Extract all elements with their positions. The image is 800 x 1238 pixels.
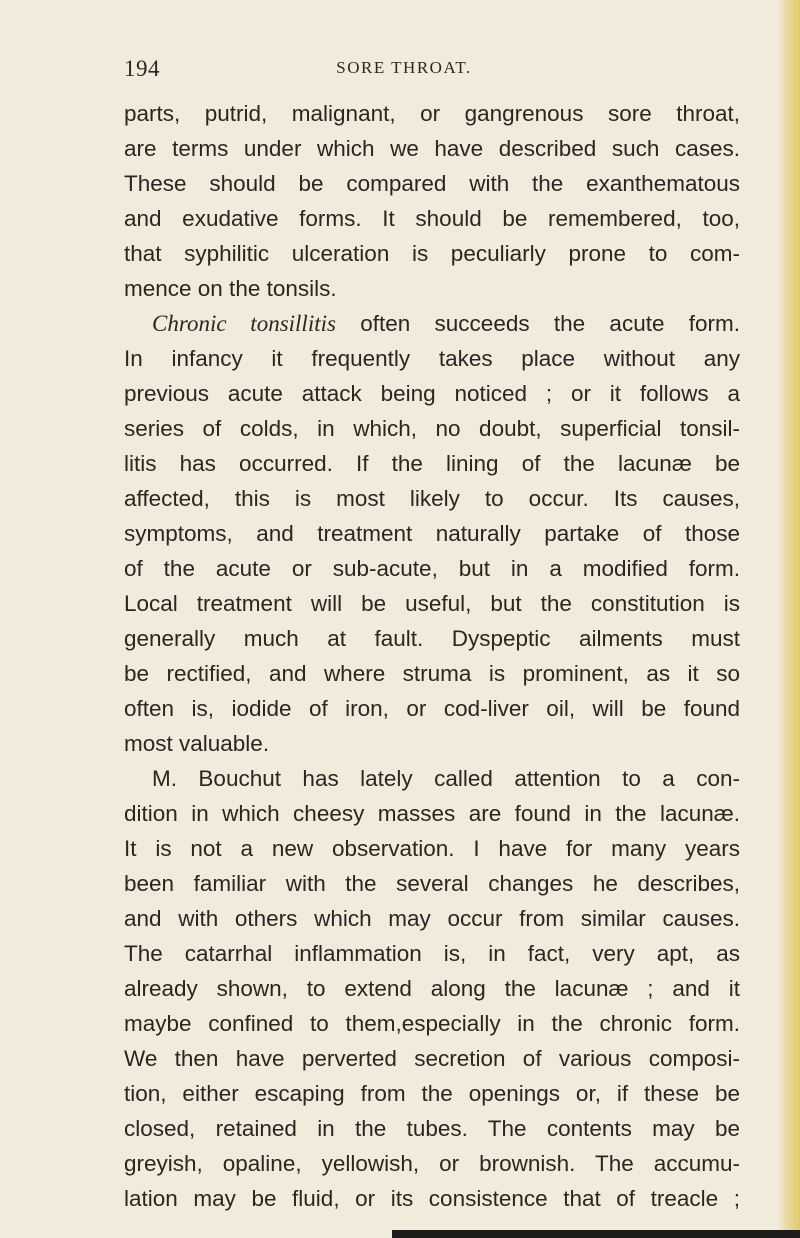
running-head: SORE THROAT. [336, 58, 472, 77]
text-line: We then have perverted secretion of various composi- [124, 1046, 740, 1071]
text-line-lead [124, 306, 740, 341]
text-line: symptoms, and treatment naturally partake of those [124, 521, 740, 546]
text-line: greyish, opaline, yellowish, or brownish. The accumu- [124, 1151, 740, 1176]
text-line: previous acute attack being noticed ; or it follows a [124, 381, 740, 406]
text-line: maybe confined to them,especially in the chronic form. [124, 1011, 740, 1036]
text-line: M. Bouchut has lately called attention to a con- [152, 766, 740, 791]
page-number: 194 [124, 56, 160, 81]
paragraph-1 [124, 96, 740, 306]
text-line: tion, either escaping from the openings or, if these be [124, 1081, 740, 1106]
text-line: generally much at fault. Dyspeptic ailments must [124, 626, 740, 651]
text-line: series of colds, in which, no doubt, superficial tonsil- [124, 416, 740, 441]
page-header [124, 56, 684, 86]
italic-term: Chronic tonsillitis [152, 311, 336, 336]
text-line: mence on the tonsils. [124, 276, 337, 301]
body-text [124, 96, 740, 1216]
text-line: These should be compared with the exanthematous [124, 171, 740, 196]
text-line: and with others which may occur from similar causes. [124, 906, 740, 931]
lead-rest: often succeeds the acute form. [335, 311, 740, 336]
text-line: that syphilitic ulceration is peculiarly prone to com- [124, 241, 740, 266]
page-edge-shading [778, 0, 800, 1238]
text-line: affected, this is most likely to occur. Its causes, [124, 486, 740, 511]
text-line: In infancy it frequently takes place without any [124, 346, 740, 371]
text-line: of the acute or sub-acute, but in a modified form. [124, 556, 740, 581]
text-line: most valuable. [124, 731, 270, 756]
paragraph-2 [124, 306, 740, 761]
text-line: often is, iodide of iron, or cod-liver oil, will be found [124, 696, 740, 721]
text-line: already shown, to extend along the lacunæ ; and it [124, 976, 740, 1001]
text-line: parts, putrid, malignant, or gangrenous sore throat, [124, 101, 740, 126]
text-line: are terms under which we have described such cases. [124, 136, 740, 161]
paragraph-3 [124, 761, 740, 1216]
text-line: Local treatment will be useful, but the constitution is [124, 591, 740, 616]
text-line: and exudative forms. It should be remembered, too, [124, 206, 740, 231]
text-line: litis has occurred. If the lining of the lacunæ be [124, 451, 740, 476]
text-line: been familiar with the several changes he describes, [124, 871, 740, 896]
text-line: dition in which cheesy masses are found in the lacunæ. [124, 801, 740, 826]
text-line: closed, retained in the tubes. The contents may be [124, 1116, 740, 1141]
text-line: be rectified, and where struma is prominent, as it so [124, 661, 740, 686]
text-line: lation may be fluid, or its consistence that of treacle ; [124, 1186, 740, 1211]
bottom-edge-rule [392, 1230, 800, 1238]
text-line: The catarrhal inflammation is, in fact, very apt, as [124, 941, 740, 966]
text-line: It is not a new observation. I have for many years [124, 836, 740, 861]
